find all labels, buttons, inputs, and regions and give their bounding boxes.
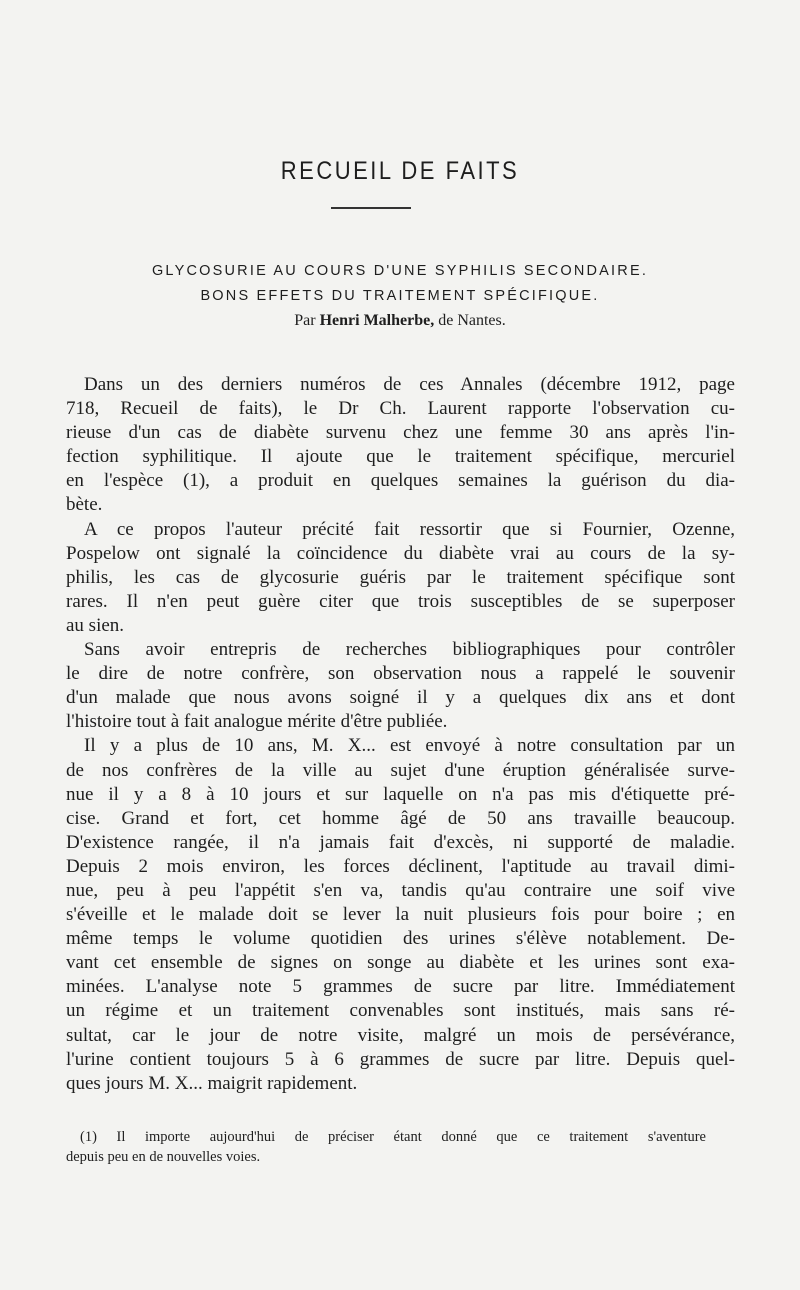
text-line: rares. Il n'en peut guère citer que trois susceptibles de se superposer	[66, 590, 735, 612]
text-line: s'éveille et le malade doit se lever la nuit plusieurs fois pour boire ; en	[66, 904, 735, 926]
text-line: 718, Recueil de faits), le Dr Ch. Laurent rapporte l'observation cu-	[66, 398, 735, 420]
text-line: Pospelow ont signalé la coïncidence du diabète vrai au cours de la sy-	[66, 542, 735, 564]
text-line: rieuse d'un cas de diabète survenu chez une femme 30 ans après l'in-	[66, 422, 735, 444]
text-line: fection syphilitique. Il ajoute que le traitement spécifique, mercuriel	[66, 446, 735, 468]
text-line: philis, les cas de glycosurie guéris par le traitement spécifique sont	[66, 566, 735, 588]
article-title-line-2: BONS EFFETS DU TRAITEMENT SPÉCIFIQUE.	[200, 288, 600, 304]
text-line: d'un malade que nous avons soigné il y a quelques dix ans et dont	[66, 687, 735, 709]
paragraph	[66, 734, 735, 1095]
byline-suffix: de Nantes.	[438, 312, 506, 329]
text-line: vant cet ensemble de signes on songe au diabète et les urines sont exa-	[66, 952, 735, 974]
byline-prefix: Par	[294, 312, 316, 329]
footnote-line: (1) Il importe aujourd'hui de préciser étant donné que ce traitement s'aventure	[80, 1129, 706, 1145]
text-line: ques jours M. X... maigrit rapidement.	[66, 1072, 358, 1094]
text-line: Il y a plus de 10 ans, M. X... est envoyé à notre consultation par un	[84, 735, 735, 757]
heading-divider	[331, 207, 411, 209]
text-line: A ce propos l'auteur précité fait ressortir que si Fournier, Ozenne,	[84, 518, 735, 540]
text-line: en l'espèce (1), a produit en quelques semaines la guérison du dia-	[66, 470, 735, 492]
text-line: D'existence rangée, il n'a jamais fait d'excès, ni supporté de maladie.	[66, 831, 735, 853]
text-line: bète.	[66, 494, 103, 516]
text-line: Sans avoir entrepris de recherches bibliographiques pour contrôler	[84, 639, 735, 661]
article-body	[66, 373, 735, 1096]
text-line: le dire de notre confrère, son observation nous a rappelé le souvenir	[66, 663, 735, 685]
text-line: même temps le volume quotidien des urines s'élève notablement. De-	[66, 928, 735, 950]
text-line: un régime et un traitement convenables sont institués, mais sans ré-	[66, 1000, 735, 1022]
section-heading: RECUEIL DE FAITS	[280, 156, 520, 185]
text-line: au sien.	[66, 614, 125, 636]
footnotes	[66, 1127, 706, 1167]
author-name: Henri Malherbe,	[319, 312, 435, 329]
footnote-line: depuis peu en de nouvelles voies.	[66, 1149, 261, 1165]
text-line: Depuis 2 mois environ, les forces déclinent, l'aptitude au travail dimi-	[66, 855, 735, 877]
paragraph	[66, 518, 735, 638]
text-line: l'histoire tout à fait analogue mérite d'être publiée.	[66, 711, 448, 733]
text-line: sultat, car le jour de notre visite, malgré un mois de persévérance,	[66, 1024, 735, 1046]
paragraph	[66, 373, 735, 518]
text-line: de nos confrères de la ville au sujet d'une éruption généralisée surve-	[66, 759, 735, 781]
byline	[0, 311, 800, 331]
text-line: cise. Grand et fort, cet homme âgé de 50 ans travaille beaucoup.	[66, 807, 735, 829]
text-line: nue il y a 8 à 10 jours et sur laquelle on n'a pas mis d'étiquette pré-	[66, 783, 735, 805]
text-line: nue, peu à peu l'appétit s'en va, tandis qu'au contraire une soif vive	[66, 879, 735, 901]
text-line: Dans un des derniers numéros de ces Annales (décembre 1912, page	[84, 374, 735, 395]
article-title-line-1: GLYCOSURIE AU COURS D'UNE SYPHILIS SECONDAIRE.	[151, 263, 649, 279]
paragraph	[66, 638, 735, 734]
text-line: minées. L'analyse note 5 grammes de sucre par litre. Immédiatement	[66, 976, 735, 998]
text-line: l'urine contient toujours 5 à 6 grammes de sucre par litre. Depuis quel-	[66, 1048, 735, 1070]
